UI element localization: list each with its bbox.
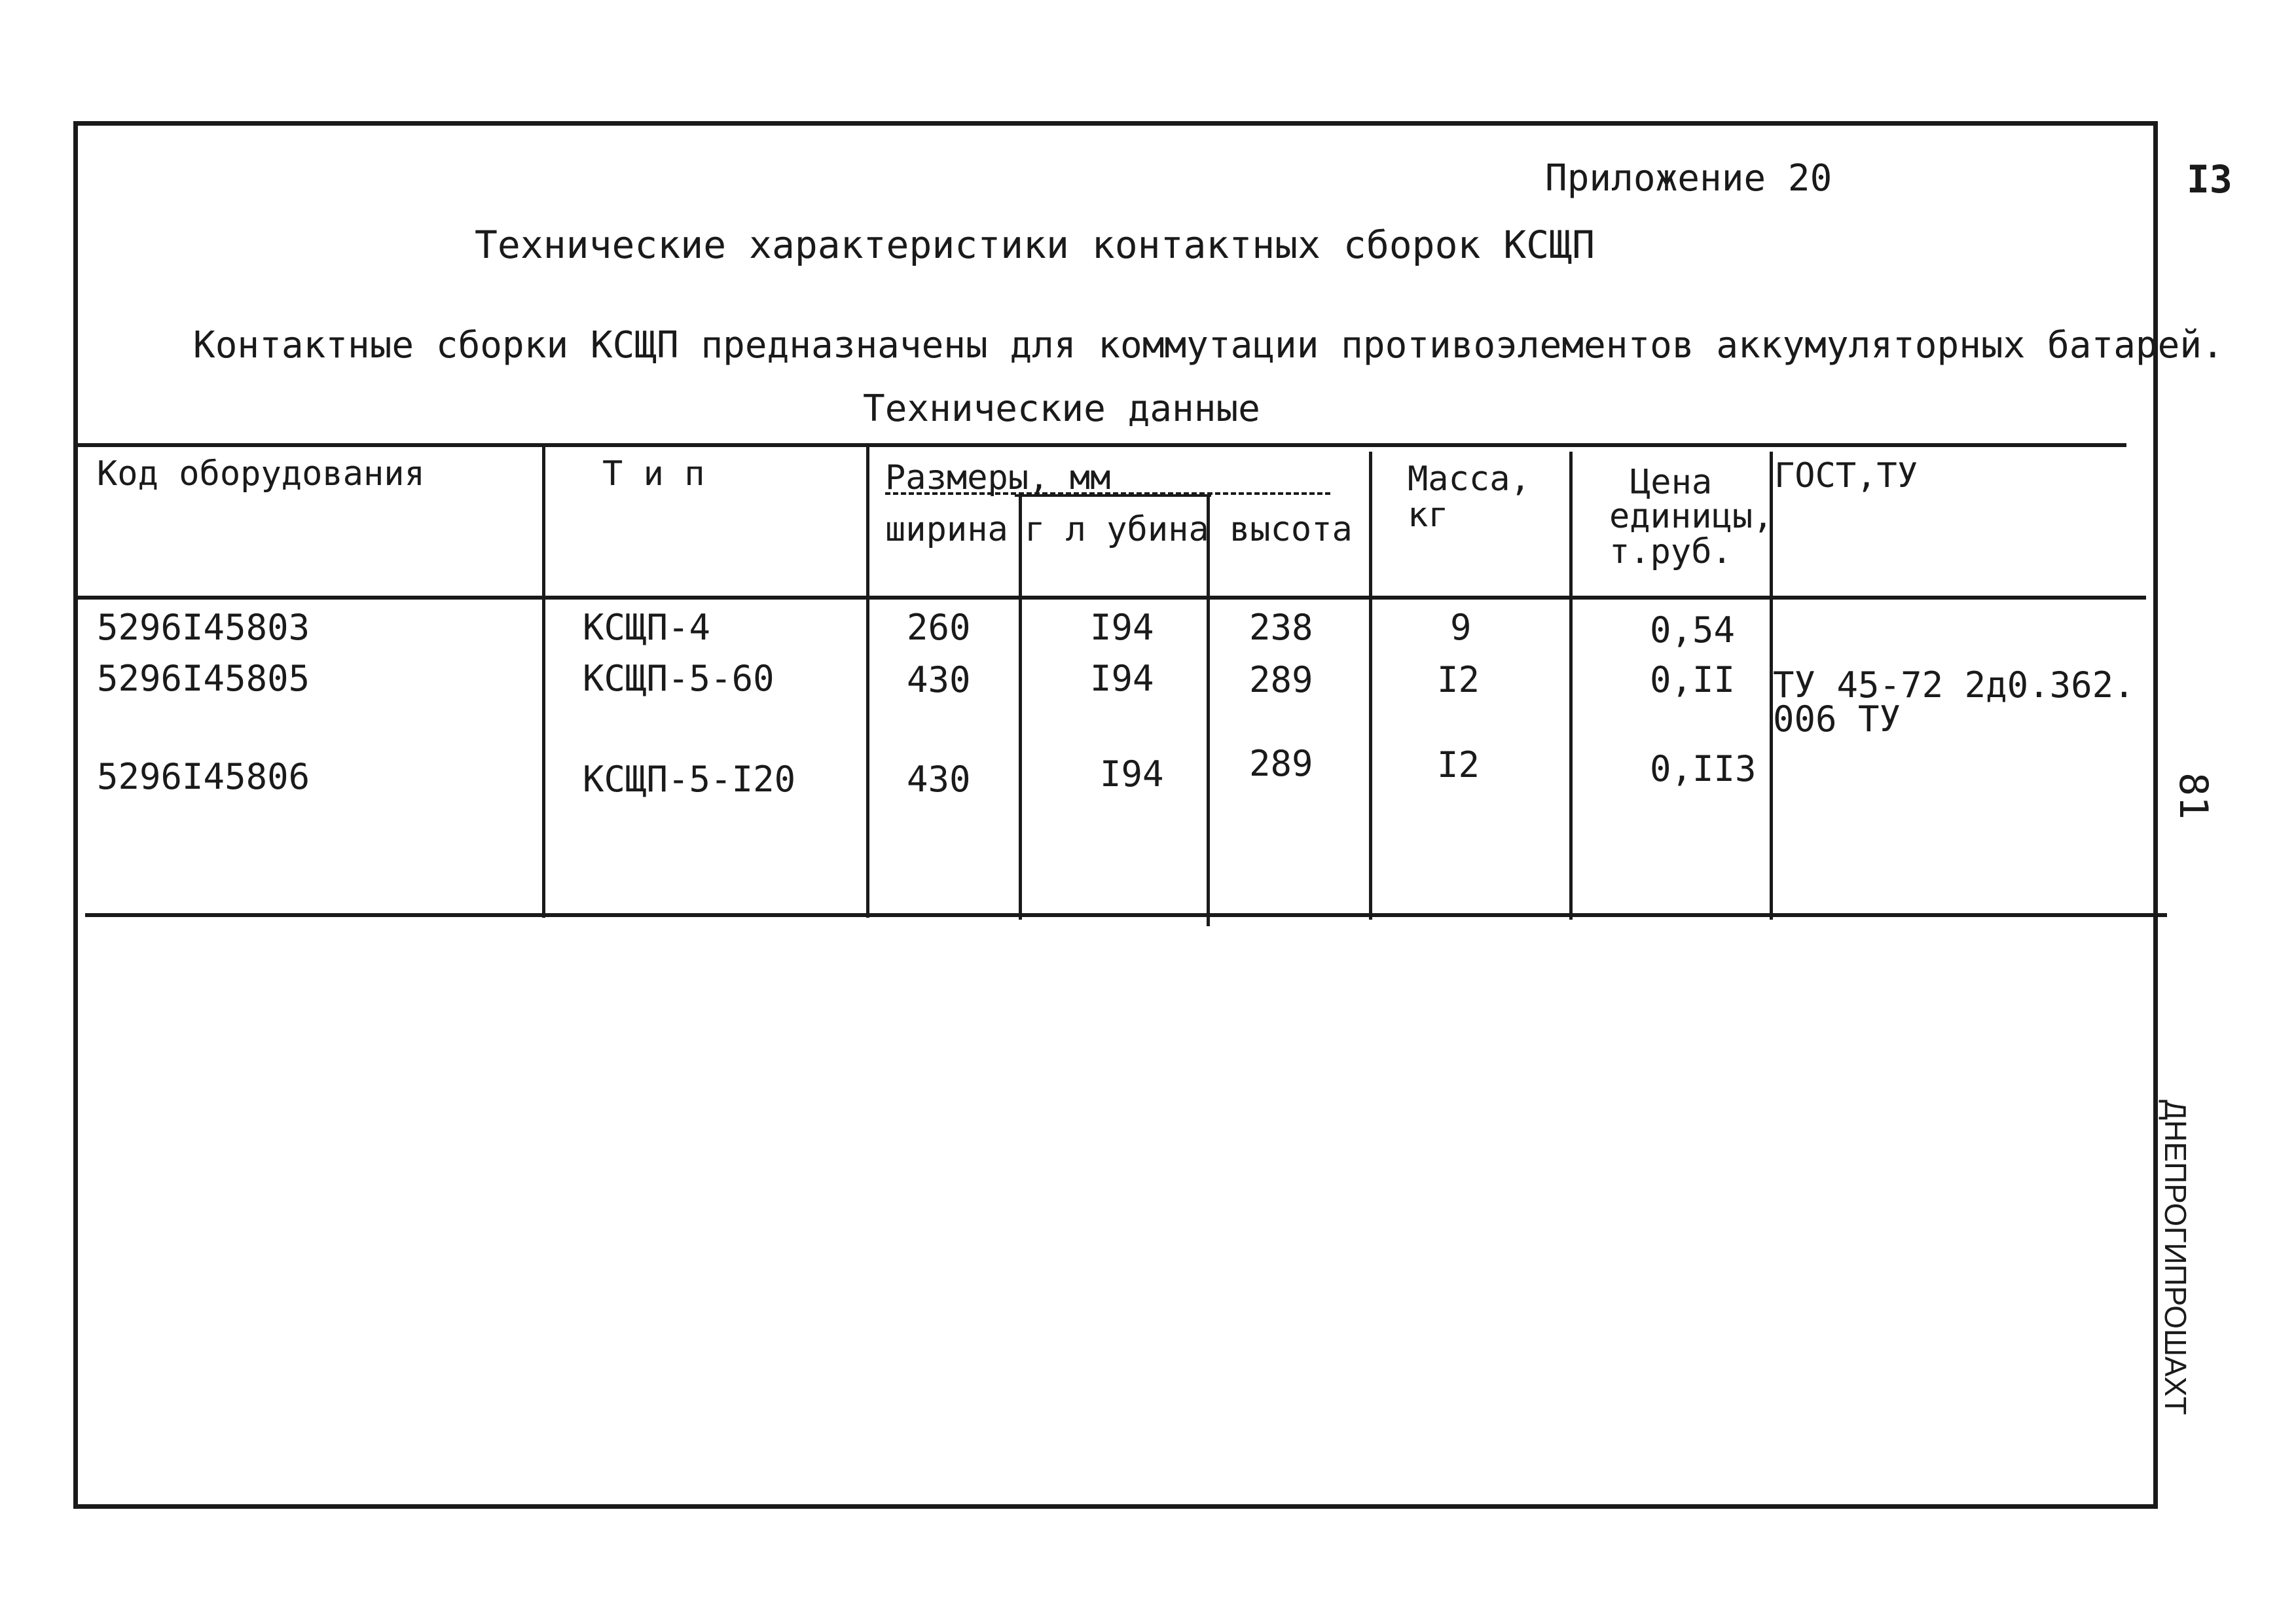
row1-depth: I94 (1090, 607, 1154, 648)
table-top-line (77, 443, 2126, 447)
row2-depth: I94 (1090, 658, 1154, 699)
gost-value-line2: 006 ТУ (1773, 698, 1901, 740)
row3-type: КСЩП-5-I20 (583, 759, 796, 800)
header-price-line2: единицы, (1609, 497, 1774, 536)
row3-height: 289 (1249, 743, 1313, 784)
header-height: высота (1230, 510, 1353, 549)
col-divider-depth (1207, 494, 1210, 926)
row3-mass: I2 (1437, 744, 1480, 785)
col-divider-price (1569, 452, 1573, 920)
header-width: ширина (885, 510, 1008, 549)
row2-type: КСЩП-5-60 (583, 658, 774, 699)
row2-price: 0,II (1650, 659, 1736, 700)
header-mass-line1: Масса, (1408, 460, 1531, 499)
header-depth: г л убина (1025, 510, 1209, 549)
header-mass-line2: кг (1408, 496, 1449, 535)
header-type: Т и п (602, 454, 705, 494)
appendix-label: Приложение 20 (1545, 157, 1832, 200)
table-title: Технические данные (863, 388, 1260, 430)
header-dimensions: Размеры, мм (885, 458, 1111, 497)
row1-code: 5296I45803 (97, 607, 310, 648)
row1-width: 260 (907, 607, 971, 648)
col-divider-width (1019, 494, 1022, 920)
row3-price: 0,II3 (1650, 748, 1757, 789)
col-divider-type (542, 443, 545, 918)
row2-mass: I2 (1437, 659, 1480, 700)
description-text: Контактные сборки КСЩП предназначены для коммутации противоэлементов аккумуляторных батарей. (193, 324, 2224, 367)
table-header-bottom-line (77, 596, 2146, 600)
row1-mass: 9 (1450, 607, 1472, 648)
row1-type: КСЩП-4 (583, 607, 711, 648)
row1-price: 0,54 (1650, 609, 1736, 651)
col-divider-dims (866, 443, 869, 918)
page-number: I3 (2187, 157, 2232, 202)
header-code: Код оборудования (97, 454, 425, 494)
row2-height: 289 (1249, 659, 1313, 700)
dimensions-underline (885, 492, 1330, 495)
row2-width: 430 (907, 659, 971, 700)
col-divider-mass (1369, 452, 1372, 920)
organization-stamp: ДНЕПРОГИПРОШАХТ (2159, 1100, 2193, 1415)
page-title: Технические характеристики контактных сборок КСЩП (475, 223, 1595, 267)
gost-value-line1: ТУ 45-72 2д0.362. (1773, 664, 2135, 706)
header-price-line3: т.руб. (1609, 532, 1732, 571)
row1-height: 238 (1249, 607, 1313, 648)
row3-width: 430 (907, 759, 971, 800)
row3-code: 5296I45806 (97, 756, 310, 797)
row2-code: 5296I45805 (97, 658, 310, 699)
row3-depth: I94 (1100, 753, 1164, 795)
header-gost: ГОСТ,ТУ (1774, 456, 1918, 496)
table-bottom-line (85, 913, 2167, 917)
header-price-line1: Цена (1630, 463, 1713, 502)
sheet-number: 81 (2170, 772, 2216, 820)
